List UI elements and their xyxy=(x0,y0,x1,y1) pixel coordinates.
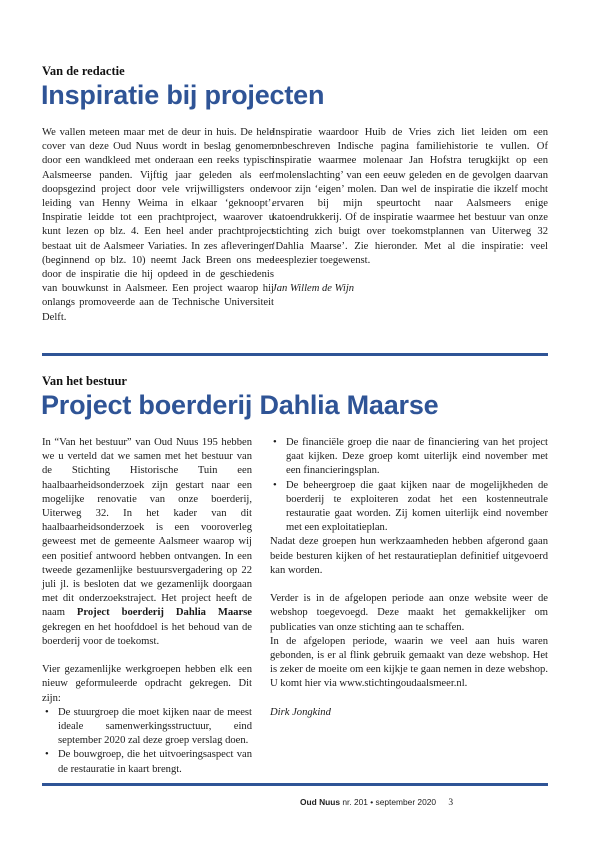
section-divider xyxy=(42,353,548,356)
article2-paragraph-5: In de afgelopen periode, waarin we veel aan huis waren gebonden, is er al flink gebruik gemaakt van deze webshop. Het is zeker de moeite om een kijkje te gaan nemen in deze webshop. U komt hier via www.stichtingoudaalsmeer.nl. xyxy=(270,635,548,690)
page-number: 3 xyxy=(448,798,454,808)
article2-paragraph-1-text-a: In “Van het bestuur” van Oud Nuus 195 hebben we u verteld dat we samen met het bestuur van de Stichting Historische Tuin een haalbaarheidsonderzoek zijn gestart naar een mogelijke renovatie van onze boerderij, Uiterweg 32. In het kader van dit haalbaarheidsonderzoek is een vooroverleg geweest met de gemeente Aalsmeer waarop wij een positief antwoord hebben ontvangen. In een tweede gezamenlijke bestuursvergadering op 22 juli jl. is besloten dat we gezamenlijk doorgaan met dit onderzoekstraject. Het project heeft de naam xyxy=(42,437,252,619)
list-item: • De bouwgroep, die het uitvoeringsaspect van de restauratie in kaart brengt. xyxy=(42,748,252,776)
issue-info: nr. 201 • september 2020 xyxy=(342,797,437,807)
article1-paragraph-2: Inspiratie waardoor Huib de Vries zich liet leiden om een onbeschreven Indische pagina familiehistorie te vullen. Of inspiratie waarmee molenaar Jan Hofstra terugkijkt op een ‘molenslachting’ van een eeuw geleden en de gevolgen daarvan voor zijn ‘eigen’ molen. Dan wel de inspiratie die ikzelf mocht ervaren bij mijn speurtocht naar Aalsmeers enige katoendrukkerij. Of de inspiratie waarmee het bestuur van onze stichting zich buigt over toekomstplannen van Uiterweg 32 ‘Dahlia Maarse’. Zie hieronder. Met al die inspiratie: veel leesplezier toegewenst. xyxy=(272,127,548,266)
footer-divider xyxy=(42,783,548,786)
project-name-bold: Project boerderij Dahlia Maarse xyxy=(76,607,253,619)
article1-paragraph-1: We vallen meteen maar met de deur in huis. De hele cover van deze Oud Nuus wordt in beslag genomen door een wandkleed met onderaan een reeks typisch Aalsmeerse panden. Vijftig jaar geleden als een doopsgezind project door vele vrijwilligsters onder leiding van Henny Weima in elkaar ‘geknoopt’. Inspiratie leidde tot een prachtproject, waarover u kunt lezen op blz. 4. Een heel ander prachtproject bestaat uit de Aalsmeer Variaties. In zes afleveringen (beginnend op blz. 10) neemt Jack Breen ons mee door de inspiratie die hij opdeed in de geschiedenis van bouwkunst in Aalsmeer. Een project waarop hij onlangs promoveerde aan de Technische Universiteit Delft. xyxy=(42,127,274,323)
article2-signature: Dirk Jongkind xyxy=(270,706,331,718)
article2-paragraph-2: Vier gezamenlijke werkgroepen hebben elk een nieuw geformuleerde opdracht gekregen. Dit zijn: xyxy=(42,664,252,704)
article1-signature: Jan Willem de Wijn xyxy=(272,283,355,295)
article2-paragraph-4: Verder is in de afgelopen periode aan onze website weer de webshop toegevoegd. Deze maakt het gemakkelijker om publicaties van onze stichting aan te schaffen. xyxy=(270,593,548,633)
werkgroepen-list-right xyxy=(270,436,548,535)
article-title-inspiratie: Inspiratie bij projecten xyxy=(41,80,325,110)
section-kicker-redactie: Van de redactie xyxy=(42,64,125,78)
article1-column-right xyxy=(272,126,548,296)
article-title-dahlia-maarse: Project boerderij Dahlia Maarse xyxy=(41,390,439,420)
article2-paragraph-1-text-b: gekregen en het hoofddoel is het behoud van de boerderij voor de toekomst. xyxy=(42,621,252,647)
section-kicker-bestuur: Van het bestuur xyxy=(42,374,127,388)
article1-column-left xyxy=(42,126,274,325)
article2-paragraph-1 xyxy=(42,436,252,649)
magazine-name: Oud Nuus xyxy=(300,797,341,807)
list-item: • De beheergroep die gaat kijken naar de mogelijkheden de boerderij te exploiteren zodat het een kostenneutrale restauratie gaat worden. Zij komen uiterlijk eind november met een exploitatieplan. xyxy=(270,479,548,536)
article2-column-right xyxy=(270,436,548,720)
list-item: • De stuurgroep die moet kijken naar de meest ideale samenwerkingsstructuur, eind september 2020 zal deze groep verslag doen. xyxy=(42,706,252,749)
page-footer xyxy=(300,797,550,808)
article2-paragraph-3: Nadat deze groepen hun werkzaamheden hebben afgerond gaan beide besturen kijken of het restauratieplan definitief uitgevoerd kan worden. xyxy=(270,536,548,576)
werkgroepen-list-left xyxy=(42,706,252,777)
list-item: • De financiële groep die naar de financiering van het project gaat kijken. Deze groep komt uiterlijk eind november met een financieringsplan. xyxy=(270,436,548,479)
article2-column-left xyxy=(42,436,252,777)
